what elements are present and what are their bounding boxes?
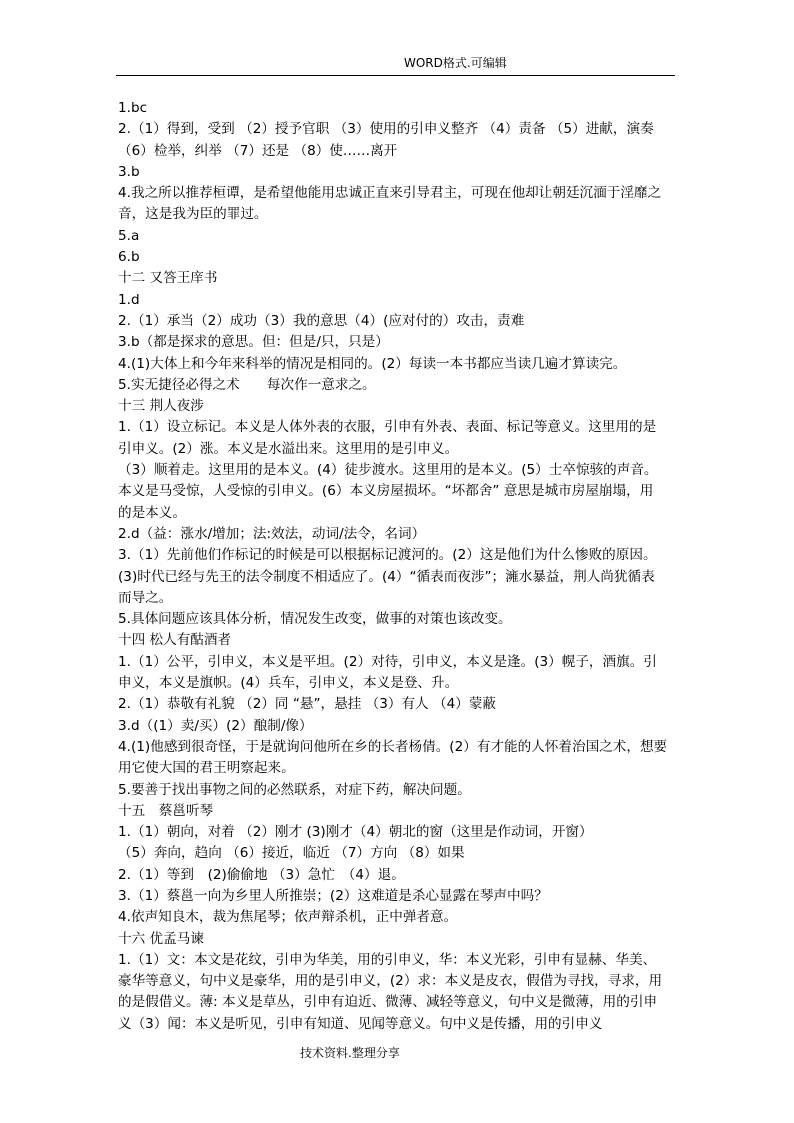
text-line: 5.要善于找出事物之间的必然联系，对症下药，解决问题。 [118, 781, 471, 798]
text-line: 3.b（都是探求的意思。但：但是/只，只是） [118, 334, 389, 351]
text-line: 十三 荆人夜涉 [118, 398, 204, 415]
text-line: 十五 蔡邕听琴 [118, 802, 214, 819]
text-line: 3.d（(1）卖/买）(2）酿制/像） [118, 717, 313, 734]
text-line: 1.（1）公平，引申义，本义是平坦。(2）对待，引申义，本义是逢。(3）幌子，酒旗。引 [118, 653, 657, 670]
document-body [118, 98, 678, 1035]
text-line: 1.（1）朝向，对着 （2）刚才 (3)刚才（4）朝北的窗（这里是作动词，开窗） [118, 824, 593, 841]
text-line: 3.（1）先前他们作标记的时候是可以根据标记渡河的。(2）这是他们为什么惨败的原因。 [118, 547, 657, 564]
text-line: 1.bc [118, 100, 148, 116]
text-line: 5.具体问题应该具体分析，情况发生改变，做事的对策也该改变。 [118, 611, 512, 628]
header-rule [116, 75, 675, 76]
text-line: （6）检举，纠举 （7）还是 （8）使……离开 [118, 142, 398, 159]
text-line: 音，这是我为臣的罪过。 [118, 206, 268, 223]
text-line: 3.（1）蔡邕一向为乡里人所推崇；(2）这难道是杀心显露在琴声中吗？ [118, 887, 548, 904]
text-line: （3）顺着走。这里用的是本义。(4）徒步渡水。这里用的是本义。(5）士卒惊骇的声音。 [118, 462, 658, 479]
text-line: 十二 又答王庠书 [118, 270, 218, 287]
text-line: 2.（1）等到 (2)偷偷地 （3）急忙 （4）退。 [118, 866, 405, 883]
text-line: 十四 松人有酤酒者 [118, 632, 232, 649]
text-line: 而导之。 [118, 589, 173, 606]
text-line: 2.（1）恭敬有礼貌 （2）同 “悬”，悬挂 （3）有人 （4）蒙蔽 [118, 696, 496, 713]
text-line: 1.（1）设立标记。本义是人体外表的衣服，引申有外表、表面、标记等意义。这里用的是 [118, 419, 657, 436]
text-line: （5）奔向，趋向 （6）接近，临近 （7）方向 （8）如果 [118, 845, 465, 862]
text-line: 1.d [118, 291, 140, 308]
text-line: 用它使大国的君王明察起来。 [118, 760, 295, 777]
text-line: 4.依声知良木，裁为焦尾琴；依声辩杀机，正中弹者意。 [118, 909, 458, 926]
text-line: 引申义。(2）涨。本义是水溢出来。这里用的是引申义。 [118, 440, 459, 457]
text-line: 2.（1）承当（2）成功（3）我的意思（4）(应对付的）攻击，责难 [118, 312, 525, 329]
text-line: 2.d（益：涨水/增加；法:效法，动词/法令，名词） [118, 525, 426, 542]
text-line: 十六 优孟马谏 [118, 930, 204, 947]
text-line: 6.b [118, 249, 140, 266]
text-line: 5.实无捷径必得之术 每次作一意求之。 [118, 376, 376, 393]
header-text: WORD格式.可编辑 [404, 56, 507, 70]
text-line: 4.我之所以推荐桓谭，是希望他能用忠诚正直来引导君主，可现在他却让朝廷沉湎于淫靡之 [118, 185, 662, 202]
text-line: (3)时代已经与先王的法令制度不相适应了。(4）“循表而夜涉”；澭水暴益，荆人尚犹循表 [118, 568, 655, 585]
text-line: 3.b [118, 163, 140, 180]
page-header [0, 55, 794, 75]
text-line: 4.(1)大体上和今年来科举的情况是相同的。(2）每读一本书都应当读几遍才算读完。 [118, 355, 627, 372]
page-footer: 技术资料.整理分享 [300, 1046, 400, 1060]
text-line: 本义是马受惊，人受惊的引申义。(6）本义房屋损坏。“坏都舍” 意思是城市房屋崩塌，用 [118, 483, 654, 500]
text-line: 4.(1)他感到很奇怪，于是就询问他所在乡的长者杨倩。(2）有才能的人怀着治国之术，想要 [118, 738, 668, 755]
text-line: 1.（1）文：本文是花纹，引申为华美，用的引申义，华：本义光彩，引申有显赫、华美、 [118, 951, 657, 968]
text-line: 申义，本义是旗帜。(4）兵车，引申义，本义是登、升。 [118, 675, 459, 692]
text-line: 义（3）闻：本义是听见，引申有知道、见闻等意义。句中义是传播，用的引申义 [118, 1015, 603, 1032]
text-line: 2.（1）得到，受到 （2）授予官职 （3）使用的引申义整齐 （4）责备 （5）进献，演奏 [118, 121, 654, 138]
text-line: 5.a [118, 227, 140, 244]
text-line: 豪华等意义，句中义是豪华，用的是引申义，(2）求：本义是皮衣，假借为寻找，寻求，用 [118, 973, 663, 990]
text-line: 的是假借义。薄: 本义是草丛，引申有迫近、微薄、减轻等意义，句中义是微薄，用的引申 [118, 994, 658, 1011]
text-line: 的是本义。 [118, 504, 186, 521]
